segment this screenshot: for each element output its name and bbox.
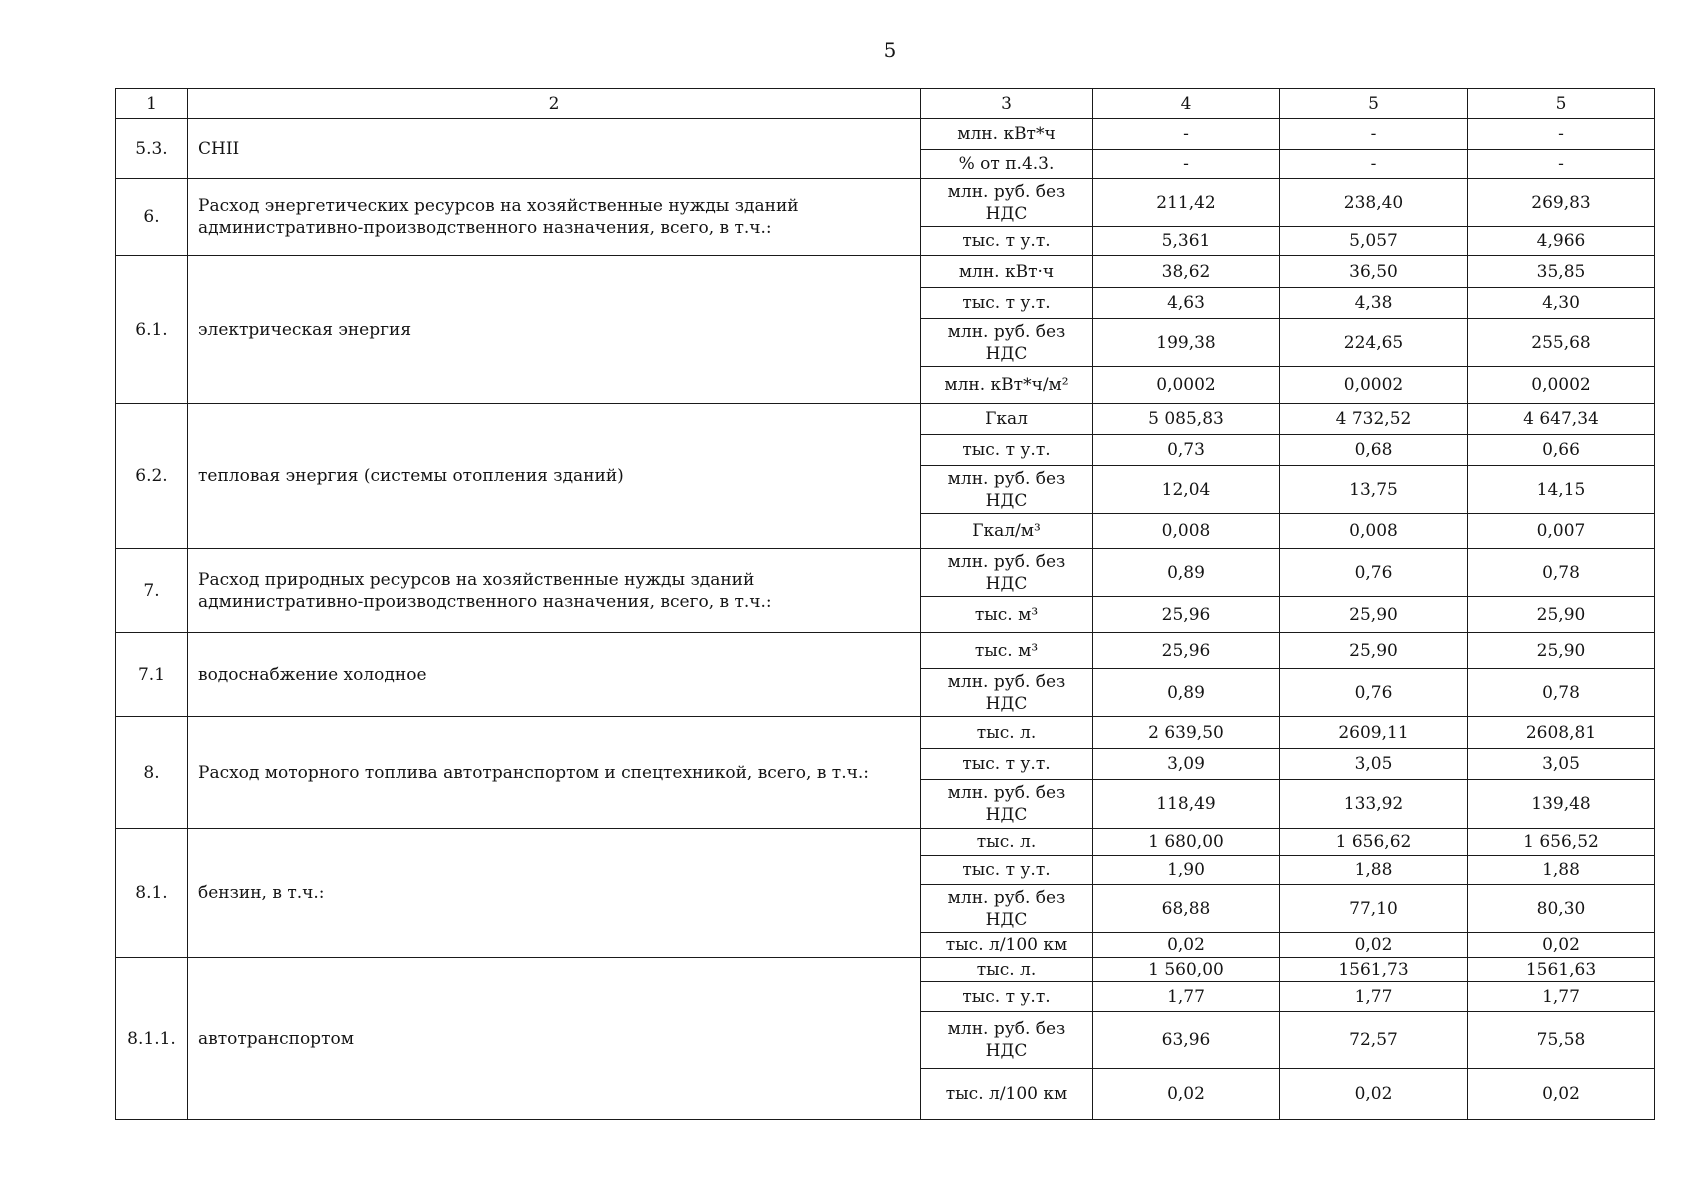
value-cell: 1,88 — [1468, 856, 1655, 885]
unit-cell: млн. руб. без НДС — [921, 885, 1093, 933]
value-cell: - — [1468, 119, 1655, 150]
table-row — [116, 256, 1655, 288]
value-cell: - — [1093, 150, 1280, 179]
value-cell: 0,02 — [1280, 1069, 1468, 1120]
value-cell: 1 656,52 — [1468, 829, 1655, 856]
value-cell: 4,38 — [1280, 288, 1468, 319]
row-description: автотранспортом — [188, 958, 921, 1120]
value-cell: 1,77 — [1468, 982, 1655, 1012]
unit-cell: млн. руб. без НДС — [921, 669, 1093, 717]
unit-cell: млн. кВт*ч/м² — [921, 367, 1093, 404]
table-row — [116, 829, 1655, 856]
unit-cell: % от п.4.3. — [921, 150, 1093, 179]
value-cell: 1,88 — [1280, 856, 1468, 885]
value-cell: 5,361 — [1093, 227, 1280, 256]
value-cell: 68,88 — [1093, 885, 1280, 933]
table-row — [116, 633, 1655, 669]
value-cell: 5,057 — [1280, 227, 1468, 256]
value-cell: 0,68 — [1280, 435, 1468, 466]
row-description: водоснабжение холодное — [188, 633, 921, 717]
value-cell: 133,92 — [1280, 780, 1468, 829]
value-cell: - — [1093, 119, 1280, 150]
unit-cell: тыс. л. — [921, 829, 1093, 856]
value-cell: 1,90 — [1093, 856, 1280, 885]
row-description: Расход энергетических ресурсов на хозяйственные нужды зданий административно-производственного назначения, всего, в т.ч.: — [188, 179, 921, 256]
unit-cell: тыс. л. — [921, 717, 1093, 749]
row-number: 6.2. — [116, 404, 188, 549]
value-cell: 0,02 — [1468, 933, 1655, 958]
row-number: 6. — [116, 179, 188, 256]
value-cell: 1561,73 — [1280, 958, 1468, 982]
value-cell: 269,83 — [1468, 179, 1655, 227]
value-cell: 38,62 — [1093, 256, 1280, 288]
value-cell: 0,0002 — [1093, 367, 1280, 404]
value-cell: - — [1468, 150, 1655, 179]
value-cell: 2609,11 — [1280, 717, 1468, 749]
row-number: 7. — [116, 549, 188, 633]
value-cell: 75,58 — [1468, 1012, 1655, 1069]
row-description: электрическая энергия — [188, 256, 921, 404]
row-number: 5.3. — [116, 119, 188, 179]
table-row — [116, 549, 1655, 597]
table-row — [116, 404, 1655, 435]
value-cell: 0,008 — [1093, 514, 1280, 549]
value-cell: 77,10 — [1280, 885, 1468, 933]
column-header: 5 — [1280, 89, 1468, 119]
value-cell: 25,96 — [1093, 633, 1280, 669]
value-cell: 1561,63 — [1468, 958, 1655, 982]
unit-cell: тыс. м³ — [921, 633, 1093, 669]
unit-cell: млн. руб. без НДС — [921, 1012, 1093, 1069]
column-header: 2 — [188, 89, 921, 119]
column-header: 3 — [921, 89, 1093, 119]
value-cell: 0,02 — [1280, 933, 1468, 958]
unit-cell: млн. руб. без НДС — [921, 549, 1093, 597]
value-cell: 0,0002 — [1468, 367, 1655, 404]
value-cell: 211,42 — [1093, 179, 1280, 227]
row-description: бензин, в т.ч.: — [188, 829, 921, 958]
value-cell: 1,77 — [1093, 982, 1280, 1012]
value-cell: 4,63 — [1093, 288, 1280, 319]
value-cell: 0,76 — [1280, 549, 1468, 597]
unit-cell: тыс. м³ — [921, 597, 1093, 633]
value-cell: 36,50 — [1280, 256, 1468, 288]
value-cell: 3,05 — [1468, 749, 1655, 780]
unit-cell: тыс. т у.т. — [921, 749, 1093, 780]
value-cell: 0,89 — [1093, 669, 1280, 717]
value-cell: 118,49 — [1093, 780, 1280, 829]
unit-cell: тыс. т у.т. — [921, 856, 1093, 885]
value-cell: 224,65 — [1280, 319, 1468, 367]
value-cell: 4,30 — [1468, 288, 1655, 319]
row-number: 8.1.1. — [116, 958, 188, 1120]
unit-cell: тыс. т у.т. — [921, 288, 1093, 319]
value-cell: 25,90 — [1468, 633, 1655, 669]
value-cell: 2608,81 — [1468, 717, 1655, 749]
value-cell: 0,76 — [1280, 669, 1468, 717]
row-description: Расход моторного топлива автотранспортом и спецтехникой, всего, в т.ч.: — [188, 717, 921, 829]
value-cell: 3,09 — [1093, 749, 1280, 780]
unit-cell: млн. кВт*ч — [921, 119, 1093, 150]
row-number: 6.1. — [116, 256, 188, 404]
value-cell: 3,05 — [1280, 749, 1468, 780]
table-row — [116, 179, 1655, 227]
column-header: 4 — [1093, 89, 1280, 119]
value-cell: 1 656,62 — [1280, 829, 1468, 856]
unit-cell: тыс. л. — [921, 958, 1093, 982]
unit-cell: млн. руб. без НДС — [921, 780, 1093, 829]
row-description: СНII — [188, 119, 921, 179]
value-cell: 4,966 — [1468, 227, 1655, 256]
table-body — [116, 119, 1655, 1120]
unit-cell: Гкал/м³ — [921, 514, 1093, 549]
value-cell: 5 085,83 — [1093, 404, 1280, 435]
value-cell: 63,96 — [1093, 1012, 1280, 1069]
value-cell: 4 732,52 — [1280, 404, 1468, 435]
value-cell: - — [1280, 150, 1468, 179]
value-cell: 0,89 — [1093, 549, 1280, 597]
value-cell: 0,0002 — [1280, 367, 1468, 404]
value-cell: 1 680,00 — [1093, 829, 1280, 856]
value-cell: 80,30 — [1468, 885, 1655, 933]
energy-resources-table — [115, 88, 1655, 1120]
unit-cell: млн. кВт·ч — [921, 256, 1093, 288]
unit-cell: млн. руб. без НДС — [921, 179, 1093, 227]
value-cell: 0,66 — [1468, 435, 1655, 466]
value-cell: 35,85 — [1468, 256, 1655, 288]
value-cell: 25,90 — [1280, 633, 1468, 669]
value-cell: 12,04 — [1093, 466, 1280, 514]
unit-cell: тыс. л/100 км — [921, 1069, 1093, 1120]
unit-cell: млн. руб. без НДС — [921, 466, 1093, 514]
value-cell: 25,90 — [1468, 597, 1655, 633]
value-cell: 1 560,00 — [1093, 958, 1280, 982]
value-cell: 4 647,34 — [1468, 404, 1655, 435]
column-header: 5 — [1468, 89, 1655, 119]
row-description: тепловая энергия (системы отопления зданий) — [188, 404, 921, 549]
value-cell: - — [1280, 119, 1468, 150]
row-description: Расход природных ресурсов на хозяйственные нужды зданий административно-производственного назначения, всего, в т.ч.: — [188, 549, 921, 633]
value-cell: 199,38 — [1093, 319, 1280, 367]
value-cell: 25,96 — [1093, 597, 1280, 633]
unit-cell: тыс. л/100 км — [921, 933, 1093, 958]
table-row — [116, 958, 1655, 982]
value-cell: 14,15 — [1468, 466, 1655, 514]
header-row — [116, 89, 1655, 119]
value-cell: 0,02 — [1468, 1069, 1655, 1120]
value-cell: 0,78 — [1468, 669, 1655, 717]
row-number: 8.1. — [116, 829, 188, 958]
value-cell: 255,68 — [1468, 319, 1655, 367]
value-cell: 139,48 — [1468, 780, 1655, 829]
row-number: 8. — [116, 717, 188, 829]
value-cell: 25,90 — [1280, 597, 1468, 633]
table-row — [116, 119, 1655, 150]
unit-cell: тыс. т у.т. — [921, 982, 1093, 1012]
value-cell: 0,73 — [1093, 435, 1280, 466]
value-cell: 238,40 — [1280, 179, 1468, 227]
unit-cell: тыс. т у.т. — [921, 435, 1093, 466]
value-cell: 0,02 — [1093, 1069, 1280, 1120]
value-cell: 2 639,50 — [1093, 717, 1280, 749]
value-cell: 1,77 — [1280, 982, 1468, 1012]
value-cell: 0,02 — [1093, 933, 1280, 958]
unit-cell: Гкал — [921, 404, 1093, 435]
unit-cell: млн. руб. без НДС — [921, 319, 1093, 367]
value-cell: 0,78 — [1468, 549, 1655, 597]
column-header: 1 — [116, 89, 188, 119]
row-number: 7.1 — [116, 633, 188, 717]
value-cell: 13,75 — [1280, 466, 1468, 514]
page-number: 5 — [883, 38, 897, 62]
value-cell: 72,57 — [1280, 1012, 1468, 1069]
value-cell: 0,007 — [1468, 514, 1655, 549]
table-row — [116, 717, 1655, 749]
unit-cell: тыс. т у.т. — [921, 227, 1093, 256]
value-cell: 0,008 — [1280, 514, 1468, 549]
